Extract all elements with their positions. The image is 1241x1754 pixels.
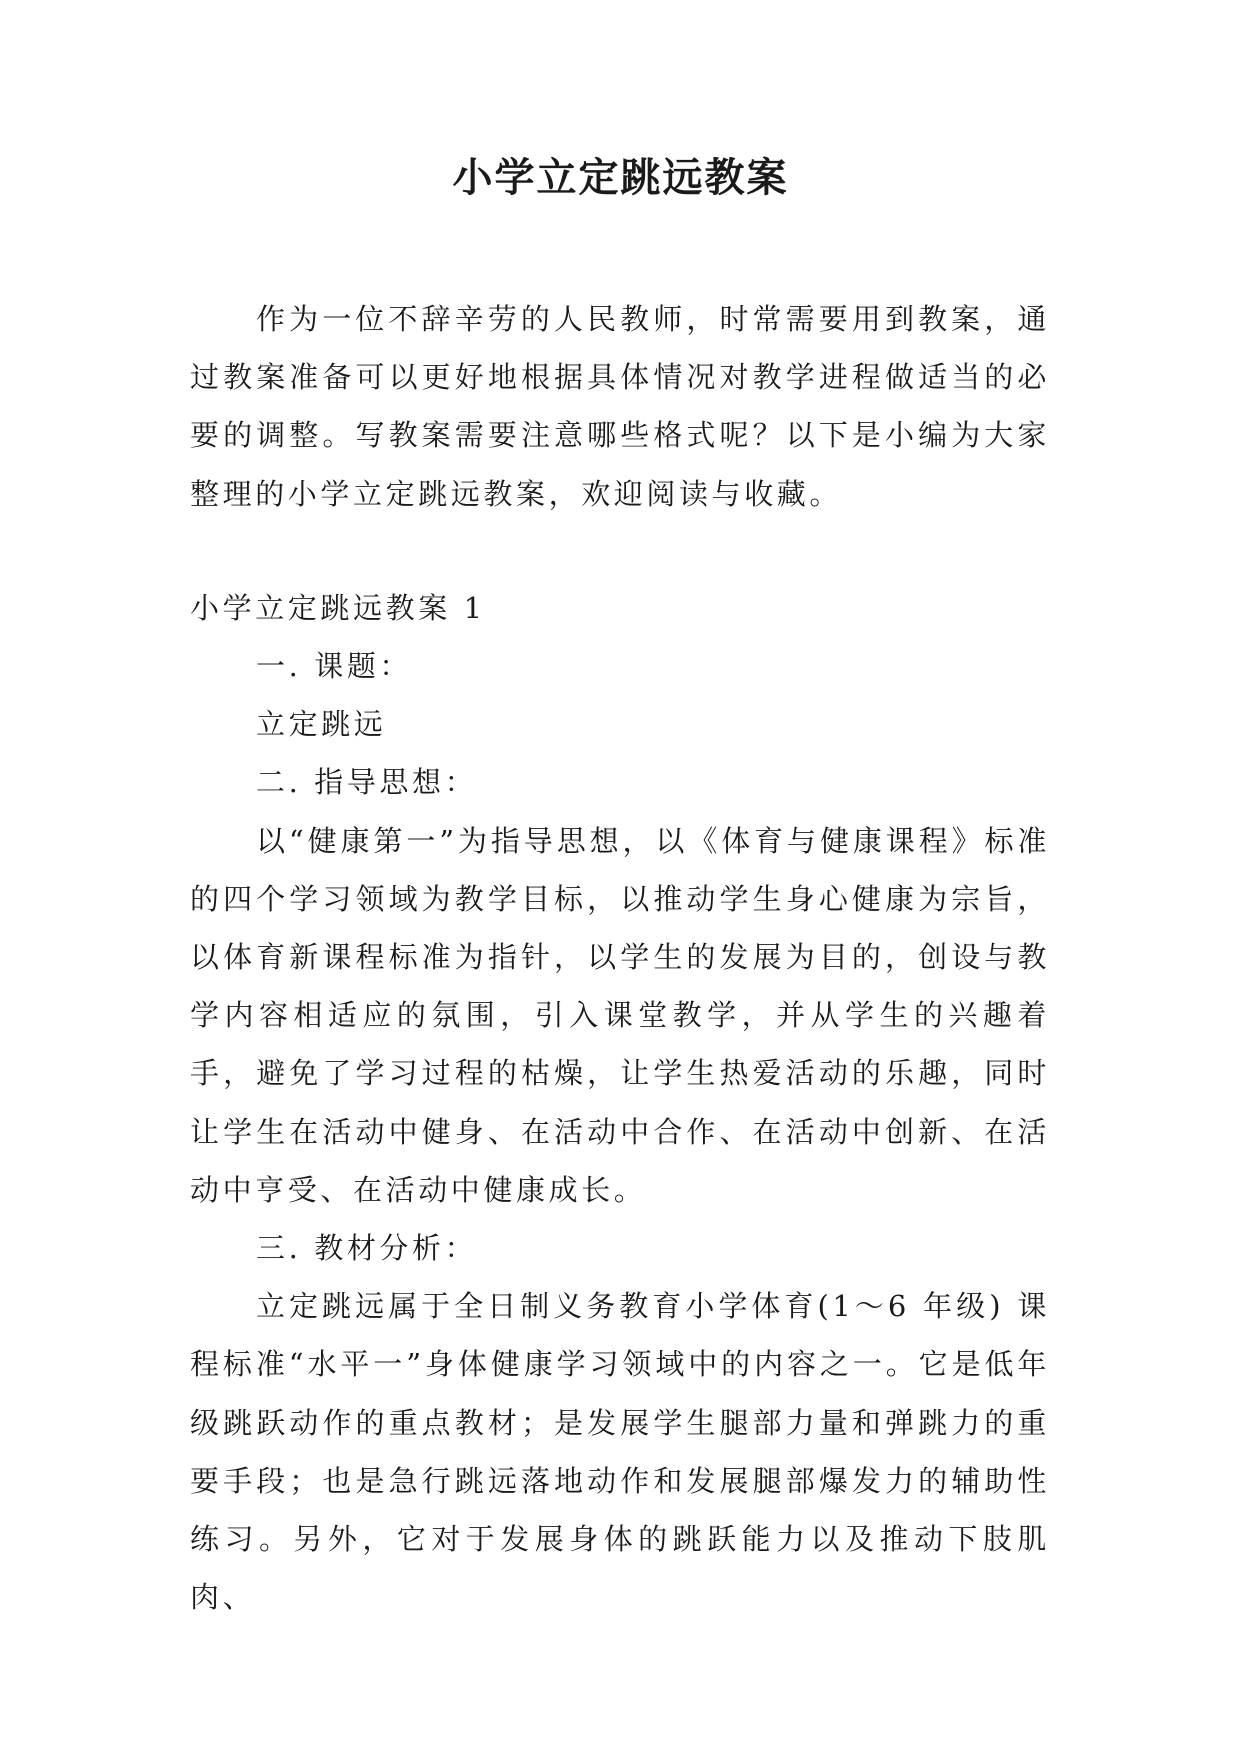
item-text-guiding-thought: 以“健康第一”为指导思想，以《体育与健康课程》标准的四个学习领域为教学目标，以推动学生身心健康为宗旨，以体育新课程标准为指针，以学生的发展为目的，创设与教学内容相适应的氛围，引入课堂教学，并从学生的兴趣着手，避免了学习过程的枯燥，让学生热爱活动的乐趣，同时让学生在活动中健身、在活动中合作、在活动中创新、在活动中亨受、在活动中健康成长。 [190,823,1050,1207]
paragraph-gap [190,523,1050,579]
item-text-material-analysis: 立定跳远属于全日制义务教育小学体育(1～6 年级) 课程标准“水平一”身体健康学习领域中的内容之一。它是低年级跳跃动作的重点教材；是发展学生腿部力量和弹跳力的重要手段；也是急行跳远落地动作和发展腿部爆发力的辅助性练习。另外，它对于发展身体的跳跃能力以及推动下肢肌肉、 [190,1289,1050,1615]
document-body [190,290,1050,1626]
item-heading-topic: 一. 课题： [256,649,413,684]
document-title: 小学立定跳远教案 [452,154,789,201]
item-text-topic: 立定跳远 [256,707,387,742]
item-heading-guiding-thought: 二. 指导思想： [256,765,478,800]
section-heading: 小学立定跳远教案 1 [190,590,486,625]
item-heading-material-analysis: 三. 教材分析： [256,1231,478,1266]
intro-paragraph: 作为一位不辞辛劳的人民教师，时常需要用到教案，通过教案准备可以更好地根据具体情况对教学进程做适当的必要的调整。写教案需要注意哪些格式呢？以下是小编为大家整理的小学立定跳远教案，欢迎阅读与收藏。 [190,302,1050,511]
